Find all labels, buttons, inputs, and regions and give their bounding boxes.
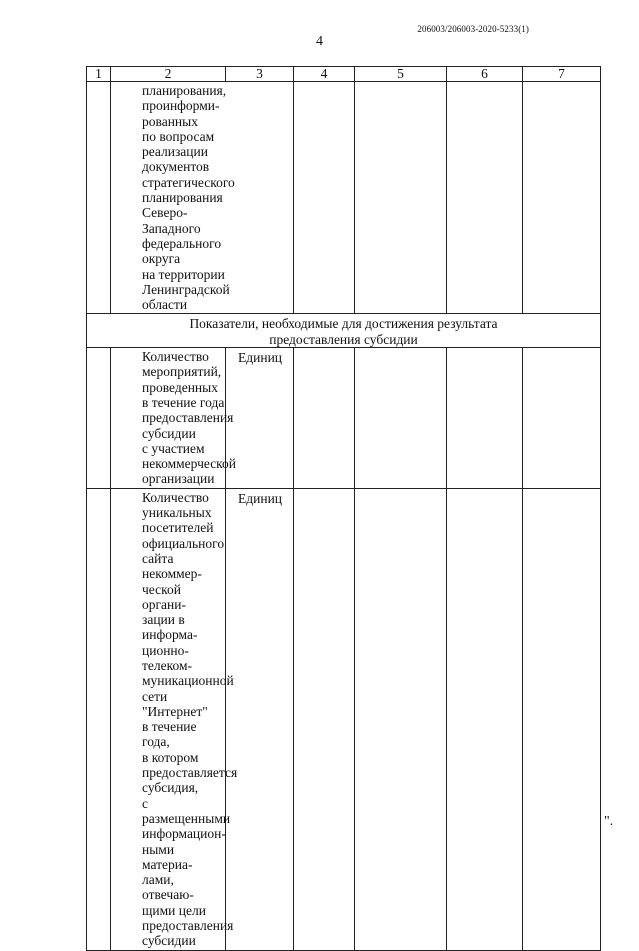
closing-quote-mark: ". <box>604 814 614 829</box>
unit-text: Единиц <box>238 490 283 506</box>
column-number-row <box>87 67 601 82</box>
cell-number <box>87 488 111 950</box>
cell-empty <box>447 488 523 950</box>
column-number-6: 6 <box>447 67 523 82</box>
cell-number <box>87 348 111 489</box>
cell-empty <box>523 488 601 950</box>
table-row <box>87 488 601 950</box>
column-number-5: 5 <box>355 67 447 82</box>
table-row <box>87 348 601 489</box>
column-number-7: 7 <box>523 67 601 82</box>
cell-empty <box>294 488 355 950</box>
section-row <box>87 314 601 348</box>
column-number-2: 2 <box>111 67 226 82</box>
indicators-table <box>86 66 601 951</box>
indicator-text: Количество мероприятий, проведенных в течение года предоставления субсидии с участием некоммерческой организации <box>142 349 237 487</box>
cell-indicator <box>111 488 238 950</box>
column-number-1: 1 <box>87 67 111 82</box>
cell-empty <box>355 488 447 950</box>
cell-unit <box>226 488 294 950</box>
section-title <box>87 314 601 348</box>
cell-empty <box>523 82 601 314</box>
cell-indicator <box>111 348 237 489</box>
table-row-continued <box>87 82 601 314</box>
cell-indicator <box>111 82 294 314</box>
column-number-3: 3 <box>226 67 294 82</box>
column-number-4: 4 <box>294 67 355 82</box>
page-number: 4 <box>316 34 323 49</box>
unit-text: Единиц <box>238 350 283 366</box>
document-code: 206003/206003-2020-5233(1) <box>417 24 529 34</box>
cell-empty <box>355 348 447 489</box>
cell-empty <box>523 348 601 489</box>
cell-empty <box>447 348 523 489</box>
cell-number <box>87 82 111 314</box>
cell-empty <box>294 348 355 489</box>
cell-empty <box>355 82 447 314</box>
cell-empty <box>447 82 523 314</box>
indicator-text: планирования, проинформи- рованных по вопросам реализации документов стратегического планирования Северо- Западного федерального округа на территории Ленинградской области <box>142 83 235 313</box>
cell-empty <box>294 82 355 314</box>
indicator-text: Количество уникальных посетителей официального сайта некоммер- ческой органи- зации в информа- ционно-телеком- муникационной сети "Интернет" в течение года, в котором предоставляется субсидия, с размещенными информацион- ными материа- лами, отвечаю- щими цели предоставления субсидии <box>142 489 238 949</box>
section-title-line-1: Показатели, необходимые для достижения результата <box>189 316 498 332</box>
section-title-line-2: предоставления субсидии <box>269 331 418 347</box>
